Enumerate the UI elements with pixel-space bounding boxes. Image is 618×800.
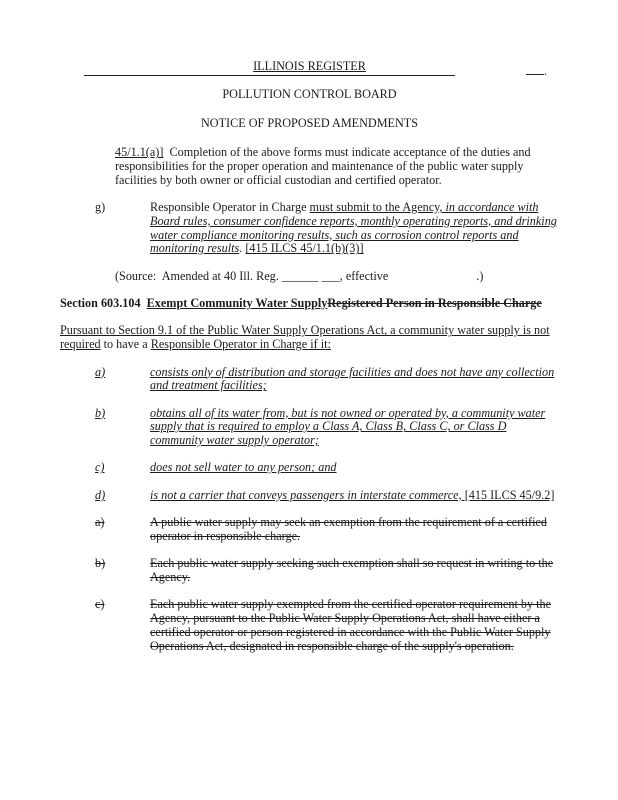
list-item-label: g) xyxy=(95,200,106,215)
text-run: consists only of distribution and storage facilities and does not have any collection and treatment facilities; xyxy=(150,364,555,393)
text-run: A public water supply may seek an exemption from the requirement of a certified operator in responsible charge. xyxy=(150,515,547,543)
text-run: 45/1.1(a)] xyxy=(115,145,164,160)
page-number-blank-line xyxy=(526,61,544,75)
register-title: ILLINOIS REGISTER xyxy=(253,59,366,73)
text-run: Pursuant to Section 9.1 of the Public Water Supply Operations Act, a community water supply is not required xyxy=(60,323,550,352)
text-run: Registered Person in Responsible Charge xyxy=(327,296,542,311)
list-item xyxy=(60,461,559,475)
text-run: Section 603.104 xyxy=(60,296,141,311)
list-item-text xyxy=(150,461,559,475)
board-title: POLLUTION CONTROL BOARD xyxy=(222,87,397,101)
text-run: .) xyxy=(476,268,484,283)
text-run: in accordance with Board rules, consumer confidence reports, monthly operating reports, and drinking water compliance monitoring results, such as corrosion control reports and monitoring results xyxy=(150,200,557,256)
paragraph xyxy=(115,146,559,187)
header-rule xyxy=(84,75,455,76)
page-number-blank xyxy=(526,61,547,79)
text-run: Each public water supply exempted from the certified operator requirement by the Agency, pursuant to the Public Water Supply Operations Act, shall have either a certified operator or person registered in accordance with the Public Water Supply Operations Act, designated in responsible charge of the supply's operation. xyxy=(150,597,552,653)
text-run: [415 ILCS 45/9.2] xyxy=(464,487,555,502)
list-item-label: a) xyxy=(95,515,105,530)
section-heading xyxy=(60,297,559,311)
paragraph xyxy=(115,270,559,284)
list-item xyxy=(60,366,559,393)
text-run: [415 ILCS 45/1.1(b)(3)] xyxy=(245,241,364,256)
text-run: is not a carrier that conveys passengers in interstate commerce, xyxy=(150,487,465,502)
list-item-label: c) xyxy=(95,597,105,612)
list-item-text xyxy=(150,557,559,584)
text-run: , effective xyxy=(339,268,389,283)
text-run: Each public water supply seeking such exemption shall so request in writing to the Agency. xyxy=(150,556,554,585)
list-item-label: c) xyxy=(95,460,105,475)
list-item xyxy=(60,557,559,584)
list-item-text xyxy=(150,516,559,543)
list-item-text xyxy=(150,201,559,256)
text-run: Responsible Operator in Charge xyxy=(150,200,310,215)
list-item-label: b) xyxy=(95,556,106,571)
text-run: Responsible Operator in Charge if it: xyxy=(150,337,331,352)
register-header xyxy=(60,60,559,79)
list-item xyxy=(60,516,559,543)
paragraph xyxy=(60,324,559,351)
text-run: Completion of the above forms must indicate acceptance of the duties and responsibilities for the proper operation and maintenance of the public water supply facilities by both owner or official custodian and certified operator. xyxy=(115,145,531,187)
list-item-text xyxy=(150,598,559,653)
list-item-text xyxy=(150,366,559,393)
text-run: must submit to the Agency, xyxy=(309,200,446,215)
list-item-label: b) xyxy=(95,405,106,420)
list-item xyxy=(60,407,559,448)
page-number-placeholder: . xyxy=(544,64,548,78)
list-item xyxy=(60,598,559,653)
document-body xyxy=(60,146,559,653)
text-run: obtains all of its water from, but is not owned or operated by, a community water supply that is required to employ a Class A, Class B, Class C, or Class D community water supply operator; xyxy=(150,405,546,448)
list-item xyxy=(60,489,559,503)
text-run: Exempt Community Water Supply xyxy=(146,296,328,311)
list-item-text xyxy=(150,407,559,448)
list-item xyxy=(60,201,559,256)
list-item-label: a) xyxy=(95,364,106,379)
text-run: ______ ___ xyxy=(281,268,340,283)
notice-title: NOTICE OF PROPOSED AMENDMENTS xyxy=(200,116,419,131)
text-run: (Source: Amended at 40 Ill. Reg. xyxy=(115,268,282,283)
list-item-label: d) xyxy=(95,487,106,502)
text-run: . xyxy=(239,241,246,256)
text-run: to have a xyxy=(100,337,151,352)
text-run: does not sell water to any person; and xyxy=(150,460,337,475)
list-item-text xyxy=(150,489,559,503)
